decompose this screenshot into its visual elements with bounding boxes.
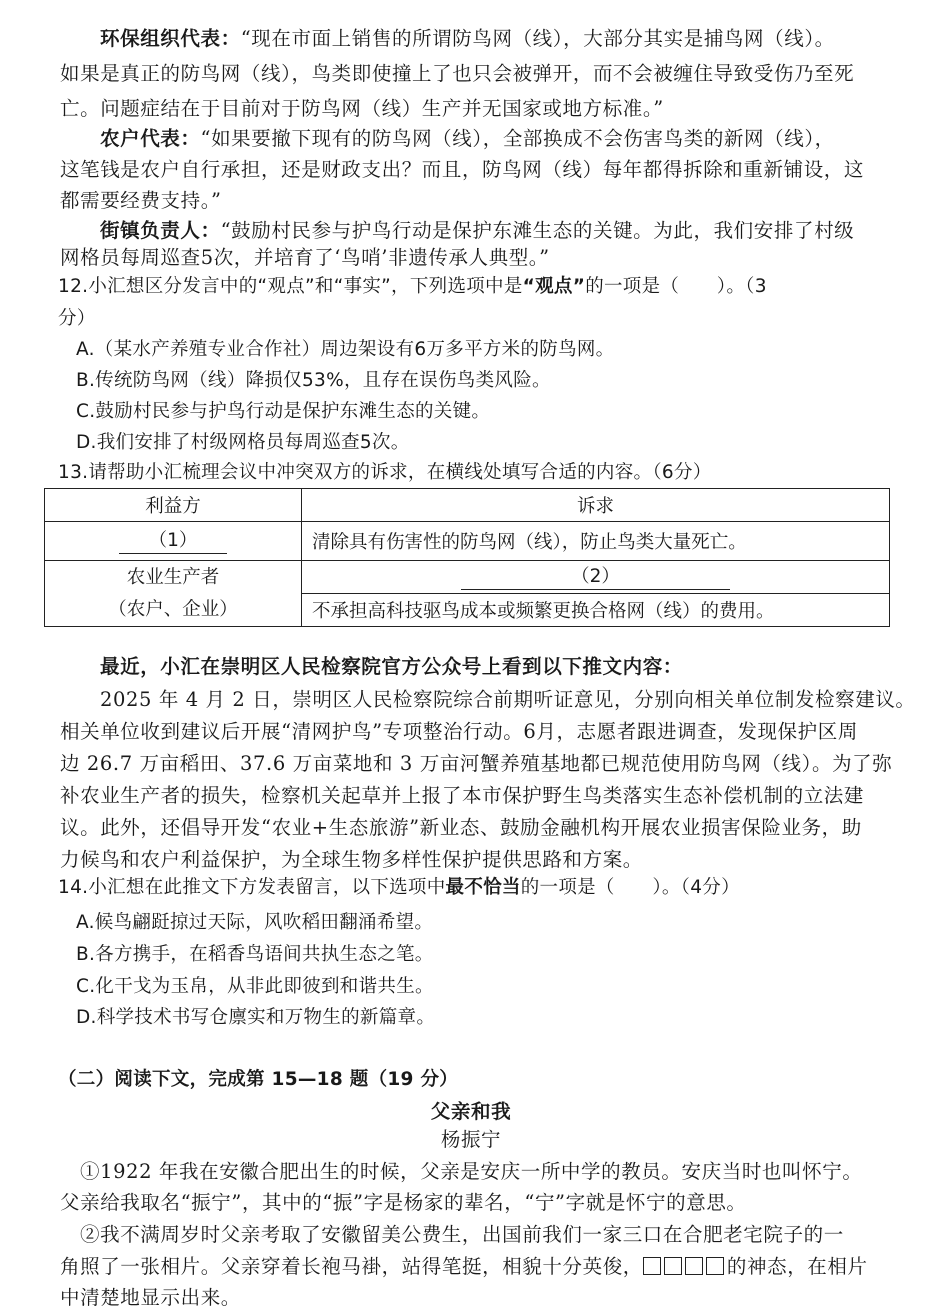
q14-option-c: C.化干戈为玉帛，从非此即彼到和谐共生。 [76,976,434,997]
essay-p2-line-1: ②我不满周岁时父亲考取了安徽留美公费生，出国前我们一家三口在合肥老宅院子的一 [80,1223,844,1246]
q12-option-d: D.我们安排了村级网格员每周巡查5次。 [76,432,410,453]
q14-option-a: A.候鸟翩跹掠过天际，风吹稻田翻涌希望。 [76,912,434,933]
fill-box[interactable] [664,1257,682,1275]
essay-p2-text-a: 角照了一张相片。父亲穿着长袍马褂，站得笔挺，相貌十分英俊， [60,1255,643,1278]
q12-stem [58,272,767,302]
news-line-6: 力候鸟和农户利益保护，为全球生物多样性保护提供思路和方案。 [60,848,643,871]
q12-stem-c: 的一项是（ ）。（3 [585,276,767,297]
header-claim: 诉求 [302,489,890,522]
farmer-statement-line-3: 都需要经费支持。” [60,189,222,212]
env-statement-line-2: 如果是真正的防鸟网（线），鸟类即使撞上了也只会被弹开，而不会被缠住导致受伤乃至死 [60,62,855,85]
news-line-5: 议。此外，还倡导开发“农业+生态旅游”新业态、鼓励金融机构开展农业损害保险业务，助 [60,816,862,839]
q14-option-b: B.各方携手，在稻香鸟语间共执生态之笔。 [76,944,434,965]
fill-box[interactable] [706,1257,724,1275]
fill-in-boxes[interactable] [643,1252,727,1282]
news-line-2: 相关单位收到建议后开展“清网护鸟”专项整治行动。6月，志愿者跟进调查，发现保护区周 [60,720,858,743]
env-statement-line-1 [100,24,835,54]
q12-emphasis: “观点” [522,276,586,297]
q14-emphasis: 最不恰当 [445,877,521,898]
party-farmers-sub: （农户、企业） [108,598,238,620]
essay-p2-line-2 [60,1252,868,1282]
party-farmers [45,561,302,627]
claim-2: 不承担高科技驱鸟成本或频繁更换合格网（线）的费用。 [302,594,890,627]
table-header-row [45,489,890,522]
q14-stem-c: 的一项是（ ）。（4分） [520,877,740,898]
table-row [45,522,890,561]
env-speaker: 环保组织代表： [100,27,241,50]
header-party: 利益方 [45,489,302,522]
fill-box[interactable] [685,1257,703,1275]
party-farmers-label: 农业生产者 [126,566,220,588]
town-statement-line-2: 网格员每周巡查5次，并培育了‘鸟哨’非遗传承人典型。” [60,246,550,269]
claim-1: 清除具有伤害性的防鸟网（线），防止鸟类大量死亡。 [302,522,890,561]
answer-blank-1-cell[interactable] [45,522,302,561]
q14-stem-a: 14.小汇想在此推文下方发表留言，以下选项中 [58,877,446,898]
essay-p1-line-1: ①1922 年我在安徽合肥出生的时候，父亲是安庆一所中学的教员。安庆当时也叫怀宁。 [80,1160,863,1183]
q12-option-b: B.传统防鸟网（线）降损仅53%，且存在误伤鸟类风险。 [76,370,551,391]
answer-blank-2[interactable]: （2） [461,565,730,590]
town-statement-line-1 [100,216,854,246]
essay-p1-line-2: 父亲给我取名“振宁”，其中的“振”字是杨家的辈名，“宁”字就是怀宁的意思。 [60,1191,747,1214]
news-line-4: 补农业生产者的损失，检察机关起草并上报了本市保护野生鸟类落实生态补偿机制的立法建 [60,784,865,807]
q13-table [44,488,890,627]
farmer-statement-line-2: 这笔钱是农户自行承担，还是财政支出？而且，防鸟网（线）每年都得拆除和重新铺设，这 [60,158,865,181]
env-text: “现在市面上销售的所谓防鸟网（线），大部分其实是捕鸟网（线）。 [240,27,835,50]
q14-option-d: D.科学技术书写仓廪实和万物生的新篇章。 [76,1007,436,1028]
answer-blank-1[interactable]: （1） [119,529,228,554]
news-line-3: 边 26.7 万亩稻田、37.6 万亩菜地和 3 万亩河蟹养殖基地都已规范使用防鸟网（线）。为了弥 [60,752,893,775]
q14-stem [58,873,740,903]
fill-box[interactable] [643,1257,661,1275]
answer-blank-2-cell[interactable] [302,561,890,594]
farmer-statement-line-1 [100,124,835,154]
table-row [45,561,890,594]
section-2-heading: （二）阅读下文，完成第 15—18 题（19 分） [58,1069,459,1090]
news-line-1: 2025 年 4 月 2 日，崇明区人民检察院综合前期听证意见，分别向相关单位制发检察建议。 [100,688,916,711]
town-text: “鼓励村民参与护鸟行动是保护东滩生态的关键。为此，我们安排了村级 [220,219,855,242]
farmer-text: “如果要撤下现有的防鸟网（线），全部换成不会伤害鸟类的新网（线）， [200,127,835,150]
q13-stem: 13.请帮助小汇梳理会议中冲突双方的诉求，在横线处填写合适的内容。（6分） [58,462,712,483]
q12-stem-line-2: 分） [58,308,96,329]
essay-p2-text-b: 的神态，在相片 [726,1255,868,1278]
q12-option-a: A.（某水产养殖专业合作社）周边架设有6万多平方米的防鸟网。 [76,339,615,360]
farmer-speaker: 农户代表： [100,127,201,150]
q12-stem-a: 12.小汇想区分发言中的“观点”和“事实”，下列选项中是 [58,276,523,297]
q12-option-c: C.鼓励村民参与护鸟行动是保护东滩生态的关键。 [76,401,491,422]
essay-author: 杨振宁 [440,1128,502,1151]
env-statement-line-3: 亡。问题症结在于目前对于防鸟网（线）生产并无国家或地方标准。” [60,97,664,120]
town-speaker: 街镇负责人： [100,219,221,242]
essay-title: 父亲和我 [430,1100,512,1123]
essay-p2-line-3: 中清楚地显示出来。 [60,1286,241,1309]
news-intro: 最近，小汇在崇明区人民检察院官方公众号上看到以下推文内容： [100,655,683,678]
